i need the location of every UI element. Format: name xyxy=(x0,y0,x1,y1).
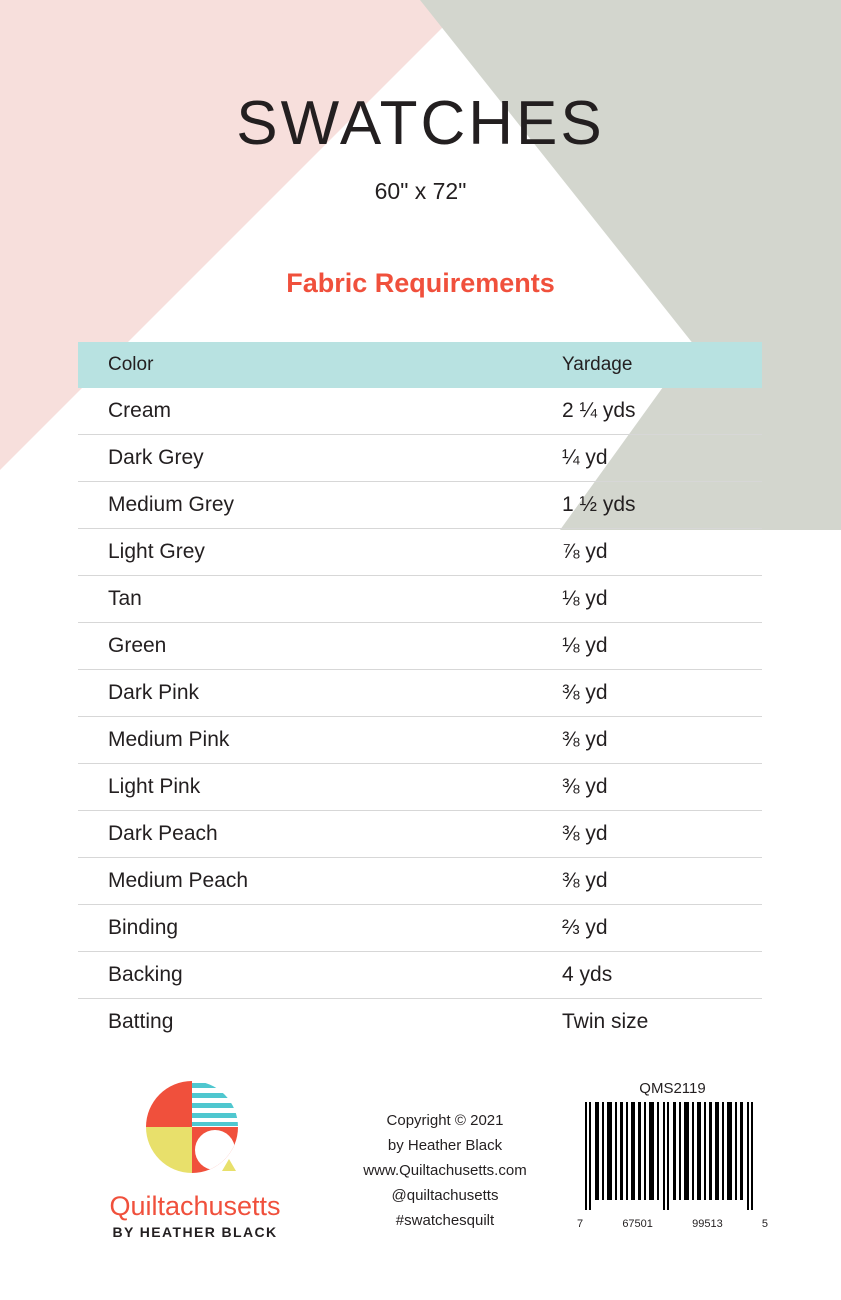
table-row xyxy=(78,529,762,576)
credit-copyright: Copyright © 2021 xyxy=(386,1112,504,1129)
cell-color: Backing xyxy=(78,952,562,999)
cell-color: Batting xyxy=(108,1010,174,1033)
cell-yardage: 2 ¼ yds xyxy=(562,388,762,435)
column-header-color: Color xyxy=(78,342,562,388)
cell-color: Dark Grey xyxy=(78,435,562,482)
cell-yardage: ⅔ yd xyxy=(562,905,762,952)
table-row xyxy=(78,905,762,952)
page-title: SWATCHES xyxy=(236,89,605,158)
column-header-yardage: Yardage xyxy=(562,342,762,388)
table-row xyxy=(78,764,762,811)
sku-code: QMS2119 xyxy=(639,1080,706,1097)
cell-yardage: ¼ yd xyxy=(562,435,762,482)
cell-color: Green xyxy=(78,623,562,670)
table-row xyxy=(78,482,762,529)
cell-yardage: ⅛ yd xyxy=(562,623,762,670)
quilt-size: 60" x 72" xyxy=(374,178,467,204)
barcode-digit-group2: 99513 xyxy=(692,1218,723,1230)
table-row xyxy=(78,952,762,999)
table-row xyxy=(78,388,762,435)
table-row xyxy=(78,623,762,670)
credit-hashtag[interactable]: #swatchesquilt xyxy=(395,1212,495,1229)
table-row xyxy=(78,576,762,623)
table-row xyxy=(78,670,762,717)
cell-yardage: ⅜ yd xyxy=(562,670,762,717)
fabric-requirements-table xyxy=(78,342,762,1045)
table-row xyxy=(78,811,762,858)
cell-yardage: ⅛ yd xyxy=(562,576,762,623)
cell-color: Dark Peach xyxy=(78,811,562,858)
cell-yardage: ⅜ yd xyxy=(562,764,762,811)
barcode-digit-right: 5 xyxy=(761,1218,768,1230)
cell-color: Medium Grey xyxy=(78,482,562,529)
cell-color: Dark Pink xyxy=(78,670,562,717)
cell-color: Cream xyxy=(78,388,562,435)
cell-yardage: ⅜ yd xyxy=(562,717,762,764)
credit-website[interactable]: www.Quiltachusetts.com xyxy=(363,1162,527,1179)
brand-name: Quiltachusetts xyxy=(109,1191,281,1221)
credits-block xyxy=(330,1108,560,1233)
barcode-digit-left: 7 xyxy=(577,1218,584,1230)
table-header-row xyxy=(78,342,762,388)
cell-color: Light Pink xyxy=(78,764,562,811)
table-row xyxy=(78,858,762,905)
quiltachusetts-logo-icon xyxy=(140,1075,250,1185)
cell-yardage: Twin size xyxy=(562,1010,649,1033)
cell-yardage: ⅞ yd xyxy=(562,529,762,576)
cell-color: Medium Pink xyxy=(78,717,562,764)
cell-yardage: 1 ½ yds xyxy=(562,482,762,529)
cell-yardage: ⅜ yd xyxy=(562,811,762,858)
credit-author: by Heather Black xyxy=(387,1137,503,1154)
cell-color: Tan xyxy=(78,576,562,623)
barcode-block xyxy=(575,1080,770,1230)
barcode-icon xyxy=(575,1102,765,1217)
table-row xyxy=(78,999,762,1046)
brand-logo-block xyxy=(70,1075,320,1240)
barcode-digits xyxy=(575,1218,770,1230)
cell-color: Light Grey xyxy=(78,529,562,576)
brand-byline: BY HEATHER BLACK xyxy=(112,1224,278,1240)
cell-yardage: ⅜ yd xyxy=(562,858,762,905)
cell-color: Binding xyxy=(78,905,562,952)
cell-color: Medium Peach xyxy=(78,858,562,905)
table-row xyxy=(78,717,762,764)
cell-yardage: 4 yds xyxy=(562,952,762,999)
barcode-digit-group1: 67501 xyxy=(622,1218,653,1230)
table-row xyxy=(78,435,762,482)
credit-social-handle[interactable]: @quiltachusetts xyxy=(391,1187,499,1204)
section-heading-fabric-requirements: Fabric Requirements xyxy=(286,268,555,298)
